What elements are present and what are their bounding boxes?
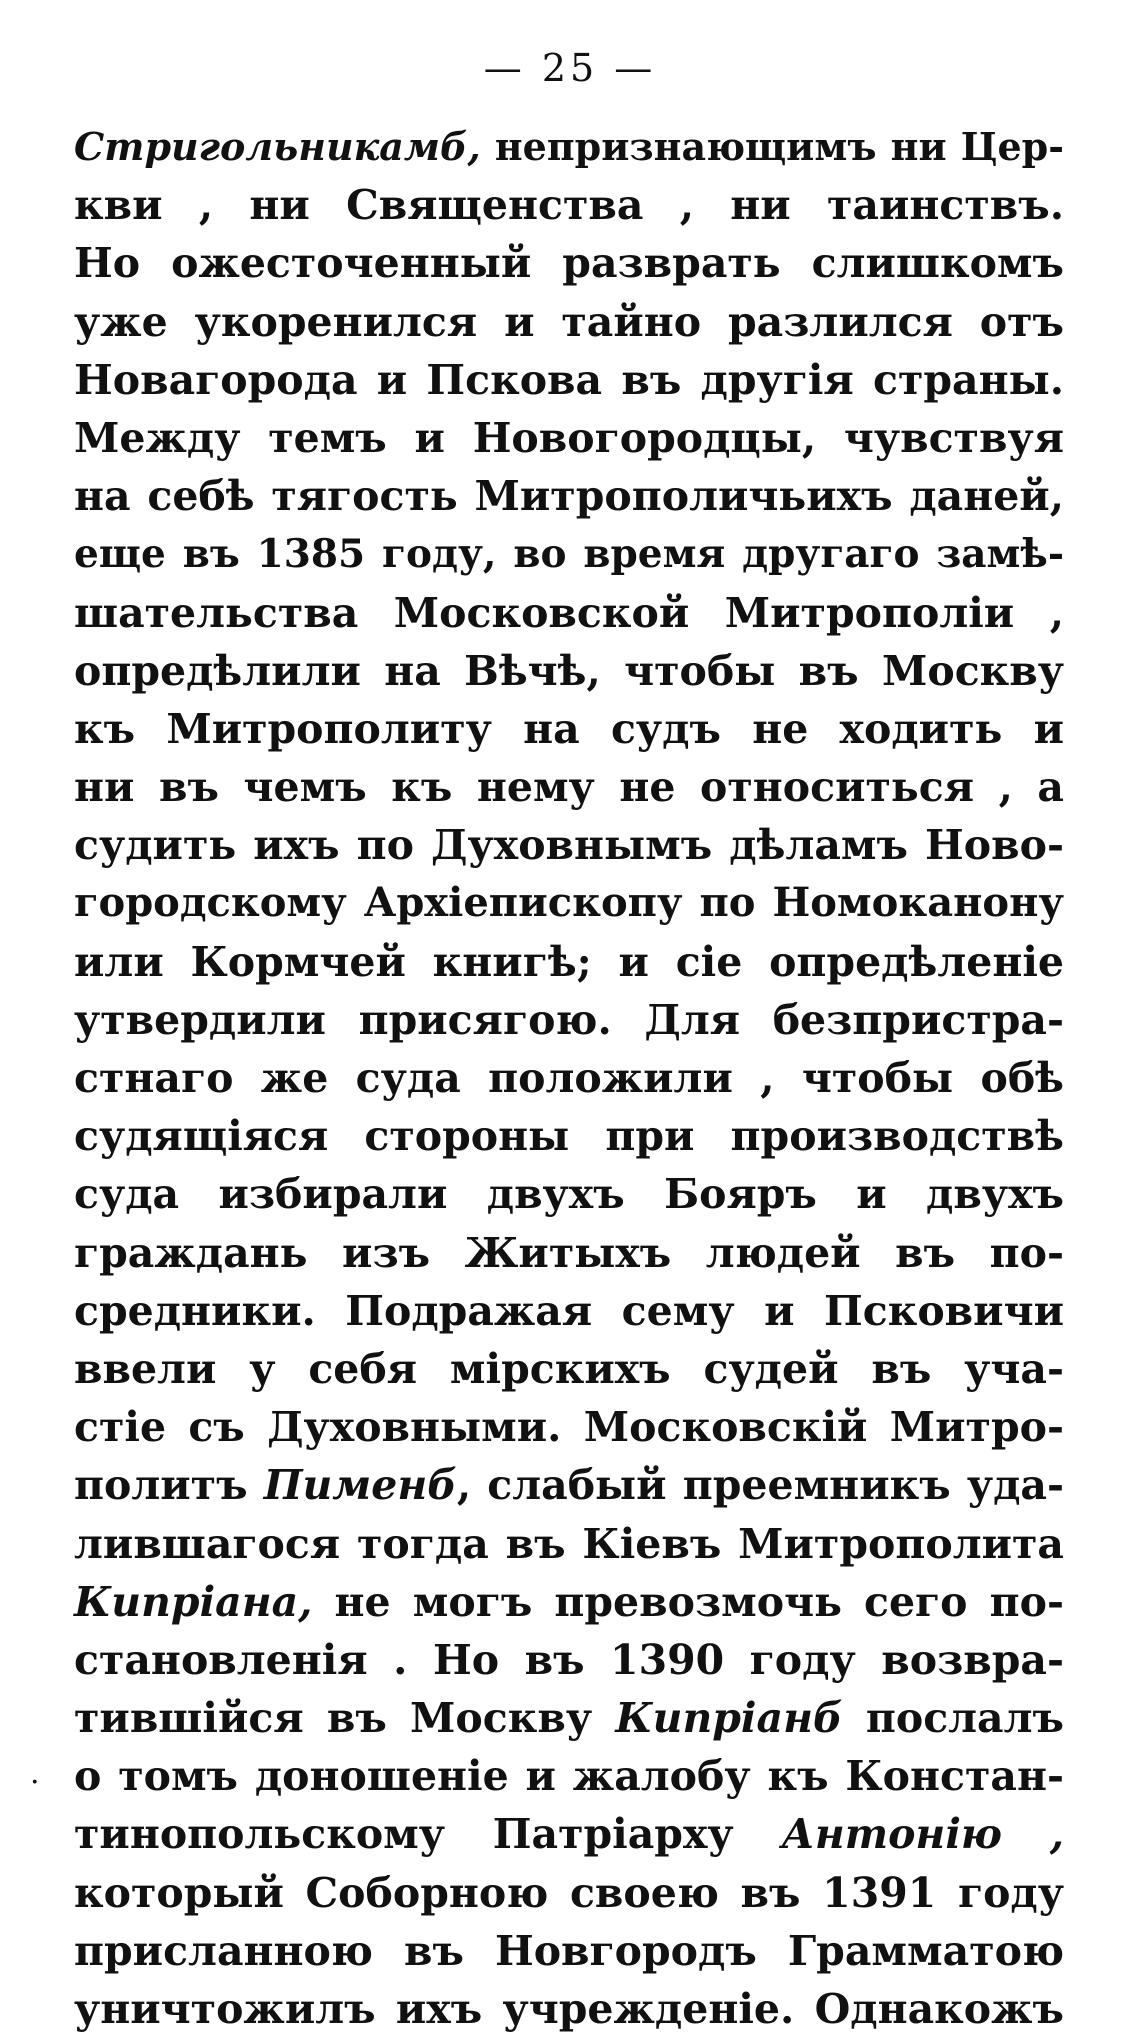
text-line (74, 1340, 1064, 1398)
text-segment: Между темъ и Новогородцы, чувствуя (74, 413, 1064, 462)
italic-name: Кипріанб (615, 1694, 843, 1743)
text-line (74, 1631, 1064, 1689)
italic-name: Кипріана, (74, 1577, 313, 1626)
text-line (74, 467, 1064, 525)
text-segment: о томъ доношеніе и жалобу къ Констан- (74, 1752, 1064, 1801)
text-segment: на себѣ тягость Митрополичьихъ даней, (74, 472, 1064, 521)
text-segment: тившійся въ Москву (74, 1694, 616, 1743)
text-line (74, 409, 1064, 467)
text-line (74, 1689, 1064, 1747)
text-segment: тинопольскому Патріарху (74, 1810, 782, 1859)
text-line (74, 176, 1064, 234)
body-text (74, 118, 1064, 2038)
text-segment: непризнающимъ ни Цер- (480, 124, 1064, 169)
text-segment: кви , ни Священства , ни таинствъ. (74, 181, 1064, 230)
text-line (74, 234, 1064, 292)
italic-name: Антонію , (781, 1810, 1064, 1859)
text-line (74, 874, 1064, 932)
text-segment: граждань изъ Житыхъ людей въ по- (74, 1228, 1064, 1277)
text-segment: еще въ 1385 году, во время другаго замѣ- (74, 531, 1064, 578)
text-segment: средники. Подражая сему и Псковичи (74, 1286, 1064, 1335)
text-segment: присланною въ Новгородъ Грамматою (74, 1926, 1064, 1975)
text-segment: Новагорода и Пскова въ другія страны. (74, 355, 1064, 404)
text-segment: къ Митрополиту на судъ не ходить и (74, 704, 1064, 753)
text-line (74, 1922, 1064, 1980)
text-line (74, 1515, 1064, 1573)
text-segment: уже укоренился и тайно разлился отъ (74, 297, 1064, 346)
text-segment: который Соборною своею въ 1391 году (74, 1868, 1064, 1917)
text-segment: или Кормчей книгѣ; и сіе опредѣленіе (74, 937, 1064, 986)
text-segment: уничтожилъ ихъ учрежденіе. Однакожъ (74, 1985, 1064, 2033)
text-segment: стіе съ Духовными. Московскій Митро- (74, 1403, 1064, 1452)
text-segment: ни въ чемъ къ нему не относиться , а (74, 763, 1064, 812)
text-segment: Но ожесточенный разврать слишкомъ (74, 239, 1064, 288)
text-line (74, 1165, 1064, 1223)
text-line (74, 351, 1064, 409)
italic-name: Стригольникамб, (74, 124, 481, 169)
text-line (74, 1107, 1064, 1165)
margin-mark: · (30, 1765, 40, 1800)
text-line (74, 584, 1064, 642)
text-line (74, 1224, 1064, 1282)
text-segment: не могъ превозмочь сего по- (312, 1577, 1064, 1626)
text-segment: городскому Архіепископу по Номоканону (74, 879, 1064, 927)
text-segment: судящіяся стороны при производствѣ (74, 1112, 1064, 1161)
text-segment: опредѣлили на Вѣчѣ, чтобы въ Москву (74, 646, 1064, 695)
text-segment: стнаго же суда положили , чтобы обѣ (74, 1054, 1064, 1102)
text-line (74, 1282, 1064, 1340)
text-segment: лившагося тогда въ Кіевъ Митрополита (74, 1519, 1064, 1568)
text-line (74, 1980, 1064, 2038)
text-line (74, 700, 1064, 758)
text-line (74, 118, 1064, 176)
text-segment: шательства Московской Митрополіи , (74, 588, 1064, 637)
text-line (74, 816, 1064, 874)
text-segment: утвердили присягою. Для безпристра- (74, 995, 1064, 1044)
text-segment: послалъ (842, 1694, 1064, 1743)
text-line (74, 1573, 1064, 1631)
text-line (74, 525, 1064, 583)
text-line (74, 1805, 1064, 1863)
text-line (74, 1398, 1064, 1456)
text-line (74, 293, 1064, 351)
text-line (74, 1747, 1064, 1805)
page-number: — 25 — (483, 46, 657, 90)
text-segment: , слабый преемникъ уда- (456, 1461, 1064, 1510)
text-line (74, 1456, 1064, 1514)
text-segment: политъ (74, 1461, 264, 1510)
text-segment: судить ихъ по Духовнымъ дѣламъ Ново- (74, 821, 1064, 870)
italic-name: Пименб (263, 1461, 457, 1510)
text-line (74, 1049, 1064, 1107)
text-segment: суда избирали двухъ Бояръ и двухъ (74, 1170, 1064, 1219)
text-line (74, 933, 1064, 991)
text-line (74, 758, 1064, 816)
text-line (74, 642, 1064, 700)
text-line (74, 991, 1064, 1049)
text-segment: ввели у себя мірскихъ судей въ уча- (74, 1344, 1064, 1393)
text-segment: становленія . Но въ 1390 году возвра- (74, 1635, 1064, 1684)
text-line (74, 1864, 1064, 1922)
